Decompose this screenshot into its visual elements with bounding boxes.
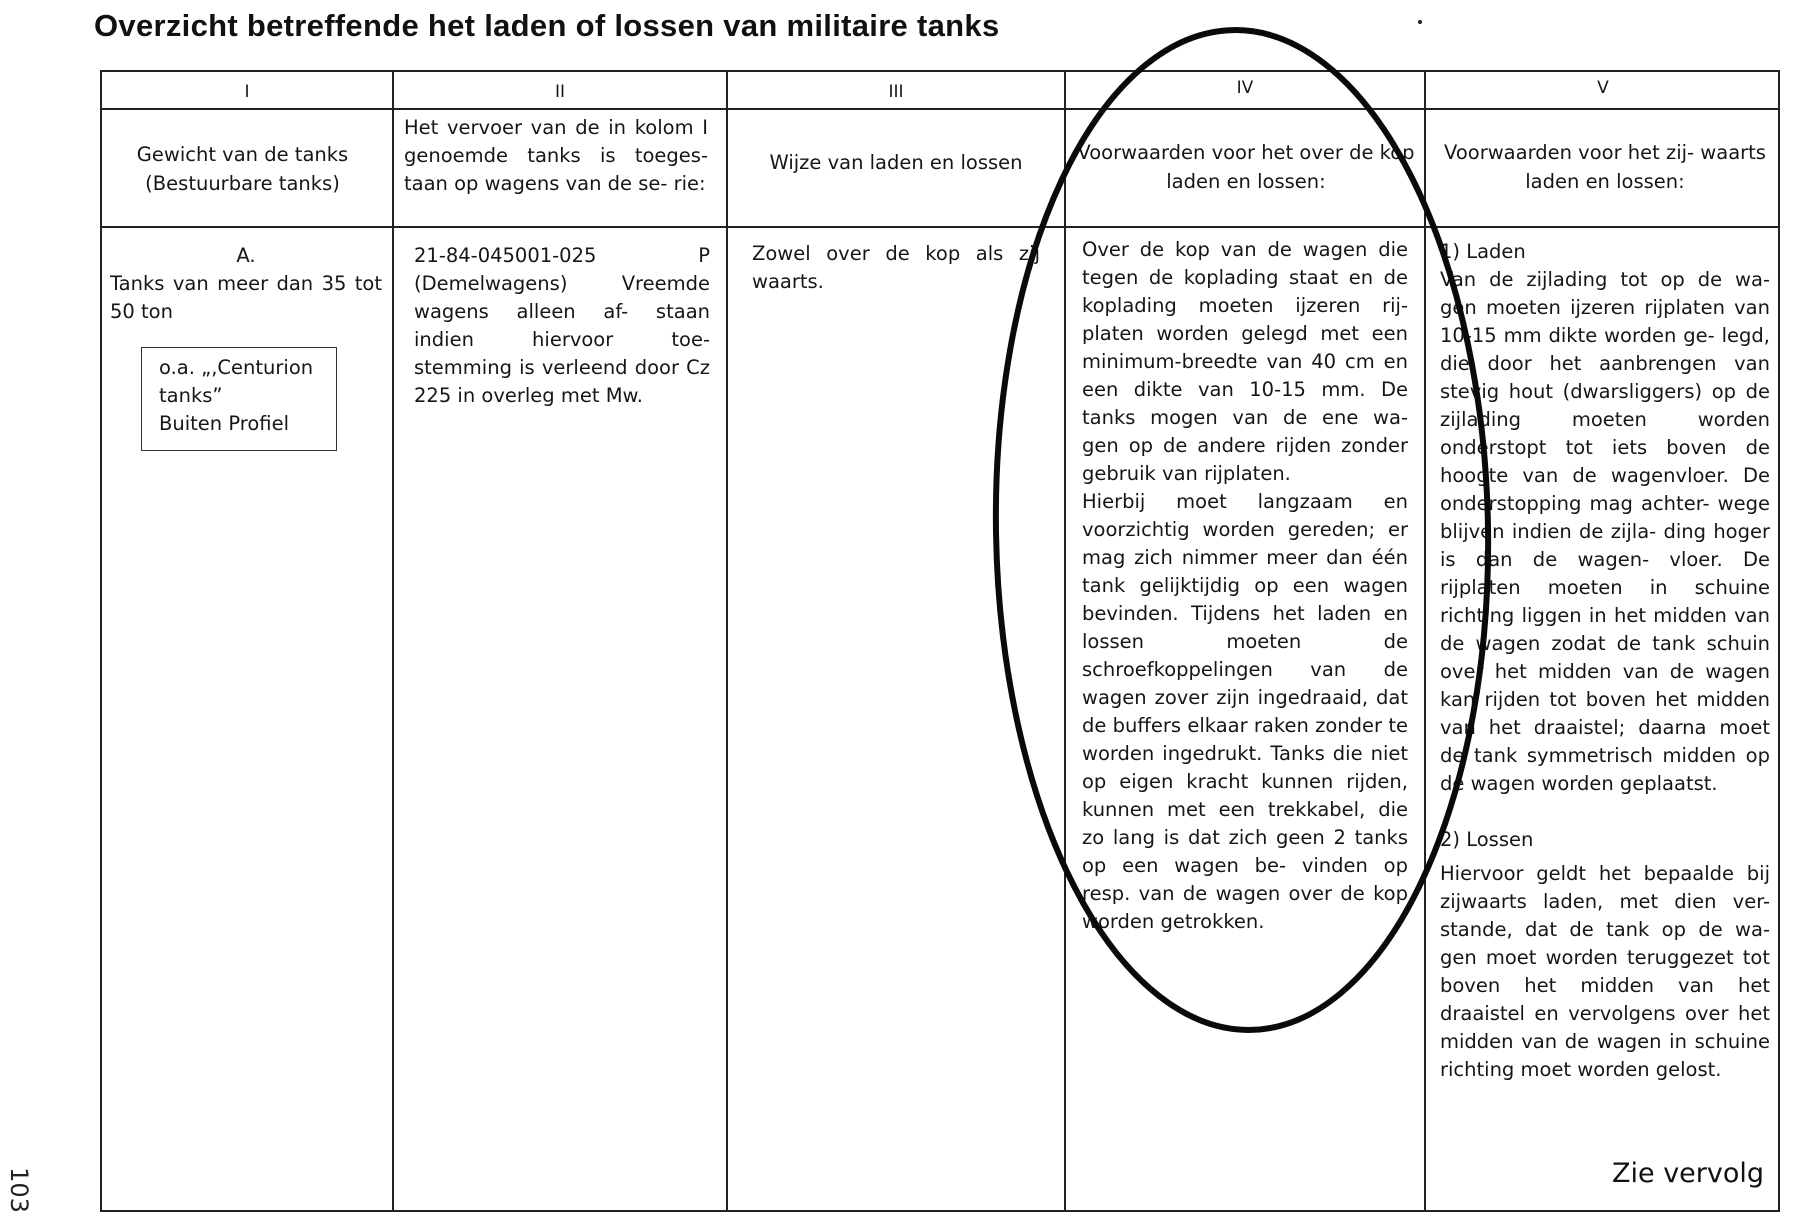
column-header-weight: Gewicht van de tanks (Bestuurbare tanks) xyxy=(136,143,349,195)
continuation-note: Zie vervolg xyxy=(1612,1158,1765,1189)
column-header-method: Wijze van laden en lossen xyxy=(769,151,1023,174)
column-numeral-iii: III xyxy=(888,82,904,102)
page-title: Overzicht betreffende het laden of lossen van militaire tanks xyxy=(94,8,1000,43)
loading-method-text: Zowel over de kop als zij waarts. xyxy=(752,242,1040,293)
category-label: A. xyxy=(236,244,256,267)
note-line: o.a. „,Centurion xyxy=(159,356,314,379)
column-divider xyxy=(1424,70,1426,1212)
section-heading-laden: 1) Laden xyxy=(1440,240,1526,263)
column-numeral-iv: IV xyxy=(1236,78,1254,98)
stray-dot-mark xyxy=(1418,20,1422,24)
column-divider xyxy=(1064,70,1066,1212)
page-number: 103 xyxy=(4,1167,33,1213)
column-numeral-i: I xyxy=(244,82,250,102)
head-loading-paragraph: Hierbij moet langzaam en voorzichtig worden gereden; er mag zich nimmer meer dan één tank gelijktijdig op een wagen bevinden. Tijdens het laden en lossen moeten de schroefkoppelingen van de wagen zover zijn ingedraaid, dat de buffers elkaar raken zonder te worden ingedrukt. Tanks die niet op eigen kracht kunnen rijden, kunnen met een trekkabel, die zo lang is dat zich geen 2 tanks op een wagen be- vinden op resp. van de wagen over de kop worden getrokken. xyxy=(1082,490,1408,933)
weight-class-text: Tanks van meer dan 35 tot 50 ton xyxy=(110,272,382,323)
section-text-laden: Van de zijlading tot op de wa- gen moeten ijzeren rijplaten van 10-15 mm dikte worden ge- legd, die door het aanbrengen van stevig hout (dwarsliggers) op de zijlading moeten worden onderstopt tot iets boven de hoogte van de wagenvloer. De onderstopping mag achter- wege blijven indien de zijla- ding hoger is dan de wagen- vloer. De rijplaten moeten in schuine richting liggen in het midden van de wagen zodat de tank schuin over het midden van de wagen kan rijden tot boven het midden van het draaistel; daarna moet de tank symmetrisch midden op de wagen worden geplaatst. xyxy=(1440,268,1770,795)
column-header-transport: Het vervoer van de in kolom I genoemde tanks is toeges- taan op wagens van de se- rie: xyxy=(404,116,708,195)
column-divider xyxy=(726,70,728,1212)
head-loading-paragraph: Over de kop van de wagen die tegen de koplading staat en de koplading moeten ijzeren rij- platen worden gelegd met een minimum-breedte van 40 cm en een dikte van 10-15 mm. De tanks mogen van de ene wa- gen op de andere rijden zonder gebruik van rijplaten. xyxy=(1082,238,1408,485)
row-divider xyxy=(100,108,1780,110)
column-numeral-ii: II xyxy=(554,82,566,102)
note-line: Buiten Profiel xyxy=(159,412,289,435)
wagon-series-text: 21-84-045001-025 P (Demelwagens) Vreemde wagens alleen af- staan indien hiervoor toe- stemming is verleend door Cz 225 in overleg met Mw. xyxy=(414,244,710,407)
note-line: tanks” xyxy=(159,384,223,407)
row-divider xyxy=(100,226,1780,228)
note-box xyxy=(141,347,337,451)
column-header-head-loading: Voorwaarden voor het over de kop laden en lossen: xyxy=(1077,141,1415,193)
column-divider xyxy=(392,70,394,1212)
column-numeral-v: V xyxy=(1597,78,1609,98)
column-header-side-loading: Voorwaarden voor het zij- waarts laden en lossen: xyxy=(1444,141,1766,193)
section-text-lossen: Hiervoor geldt het bepaalde bij zijwaarts laden, met dien ver- stande, dat de tank op de wa- gen moet worden teruggezet tot boven het midden van het draaistel en vervolgens over het midden van de wagen in schuine richting moet worden gelost. xyxy=(1440,862,1770,1081)
section-heading-lossen: 2) Lossen xyxy=(1440,828,1534,851)
